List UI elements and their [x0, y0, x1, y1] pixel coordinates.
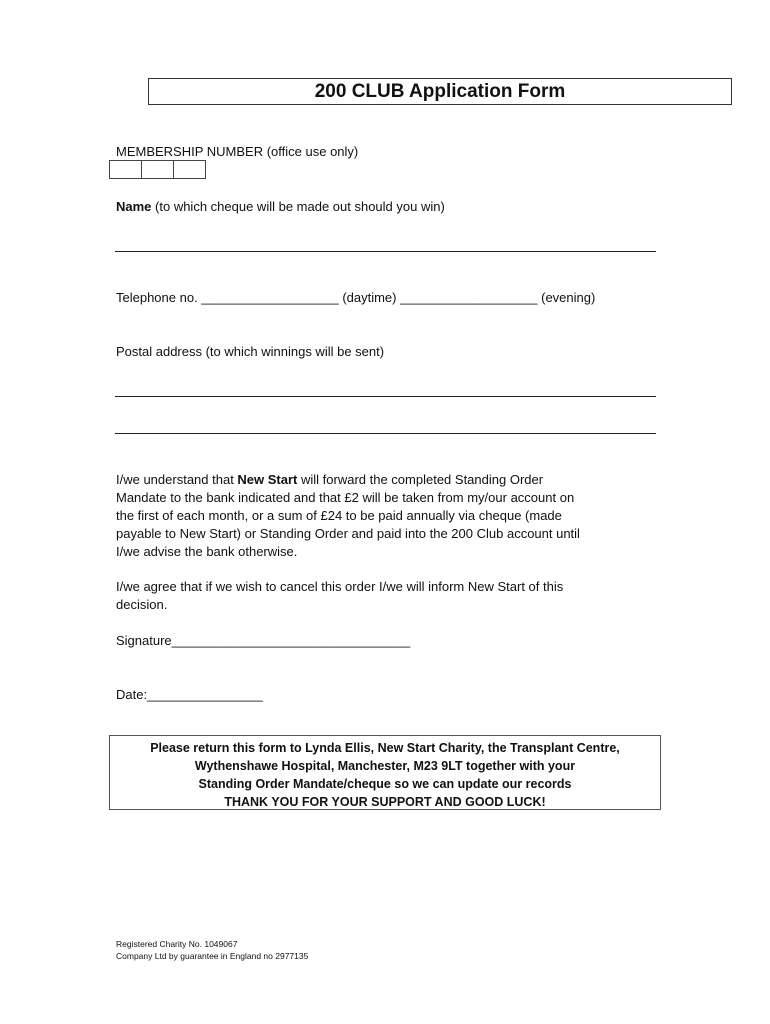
understand-line-3: the first of each month, or a sum of £24 to be paid annually via cheque (made [116, 508, 562, 523]
signature-row [116, 632, 410, 650]
agree-paragraph [116, 578, 646, 614]
telephone-evening-blank[interactable]: ___________________ [400, 290, 538, 305]
understand-paragraph [116, 471, 646, 561]
agree-line-1: I/we agree that if we wish to cancel this order I/we will inform New Start of this [116, 579, 564, 594]
understand-line-4: payable to New Start) or Standing Order and paid into the 200 Club account until [116, 526, 580, 541]
company-number: Company Ltd by guarantee in England no 2977135 [116, 951, 309, 961]
new-start-bold: New Start [237, 472, 298, 487]
postal-line-1[interactable] [115, 396, 656, 397]
telephone-label: Telephone no. [116, 290, 198, 305]
membership-number-boxes[interactable] [109, 160, 206, 179]
notice-line-3: Standing Order Mandate/cheque so we can update our records [198, 777, 572, 791]
membership-label: MEMBERSHIP NUMBER (office use only) [116, 144, 359, 159]
date-blank[interactable]: ________________ [147, 687, 263, 702]
signature-blank[interactable]: _________________________________ [171, 633, 411, 648]
notice-line-2: Wythenshawe Hospital, Manchester, M23 9LT together with your [194, 759, 576, 773]
telephone-row [116, 289, 595, 307]
signature-label: Signature [116, 633, 172, 648]
name-label-bold: Name [116, 199, 152, 214]
date-row [116, 686, 263, 704]
footer-info [116, 938, 308, 962]
telephone-daytime-label: (daytime) [342, 290, 397, 305]
telephone-daytime-blank[interactable]: ___________________ [201, 290, 339, 305]
understand-line-5: I/we advise the bank otherwise. [116, 544, 298, 559]
postal-label: Postal address (to which winnings will be sent) [116, 344, 385, 359]
agree-line-2: decision. [116, 597, 168, 612]
understand-line-1: I/we understand that New Start will forward the completed Standing Order [116, 472, 544, 487]
date-label: Date: [116, 687, 148, 702]
return-notice-box [109, 735, 661, 810]
notice-line-4: THANK YOU FOR YOUR SUPPORT AND GOOD LUCK! [224, 795, 546, 809]
form-title: 200 CLUB Application Form [314, 80, 566, 102]
name-label [116, 198, 445, 216]
telephone-evening-label: (evening) [541, 290, 596, 305]
understand-line-2: Mandate to the bank indicated and that £2 will be taken from my/our account on [116, 490, 575, 505]
membership-digit-box[interactable] [110, 161, 142, 178]
form-title-box [148, 78, 732, 105]
membership-digit-box[interactable] [174, 161, 205, 178]
membership-digit-box[interactable] [142, 161, 174, 178]
notice-line-1: Please return this form to Lynda Ellis, New Start Charity, the Transplant Centre, [150, 741, 620, 755]
charity-number: Registered Charity No. 1049067 [116, 939, 238, 949]
name-line[interactable] [115, 251, 656, 252]
postal-line-2[interactable] [115, 433, 656, 434]
name-label-rest: (to which cheque will be made out should you win) [151, 199, 445, 214]
